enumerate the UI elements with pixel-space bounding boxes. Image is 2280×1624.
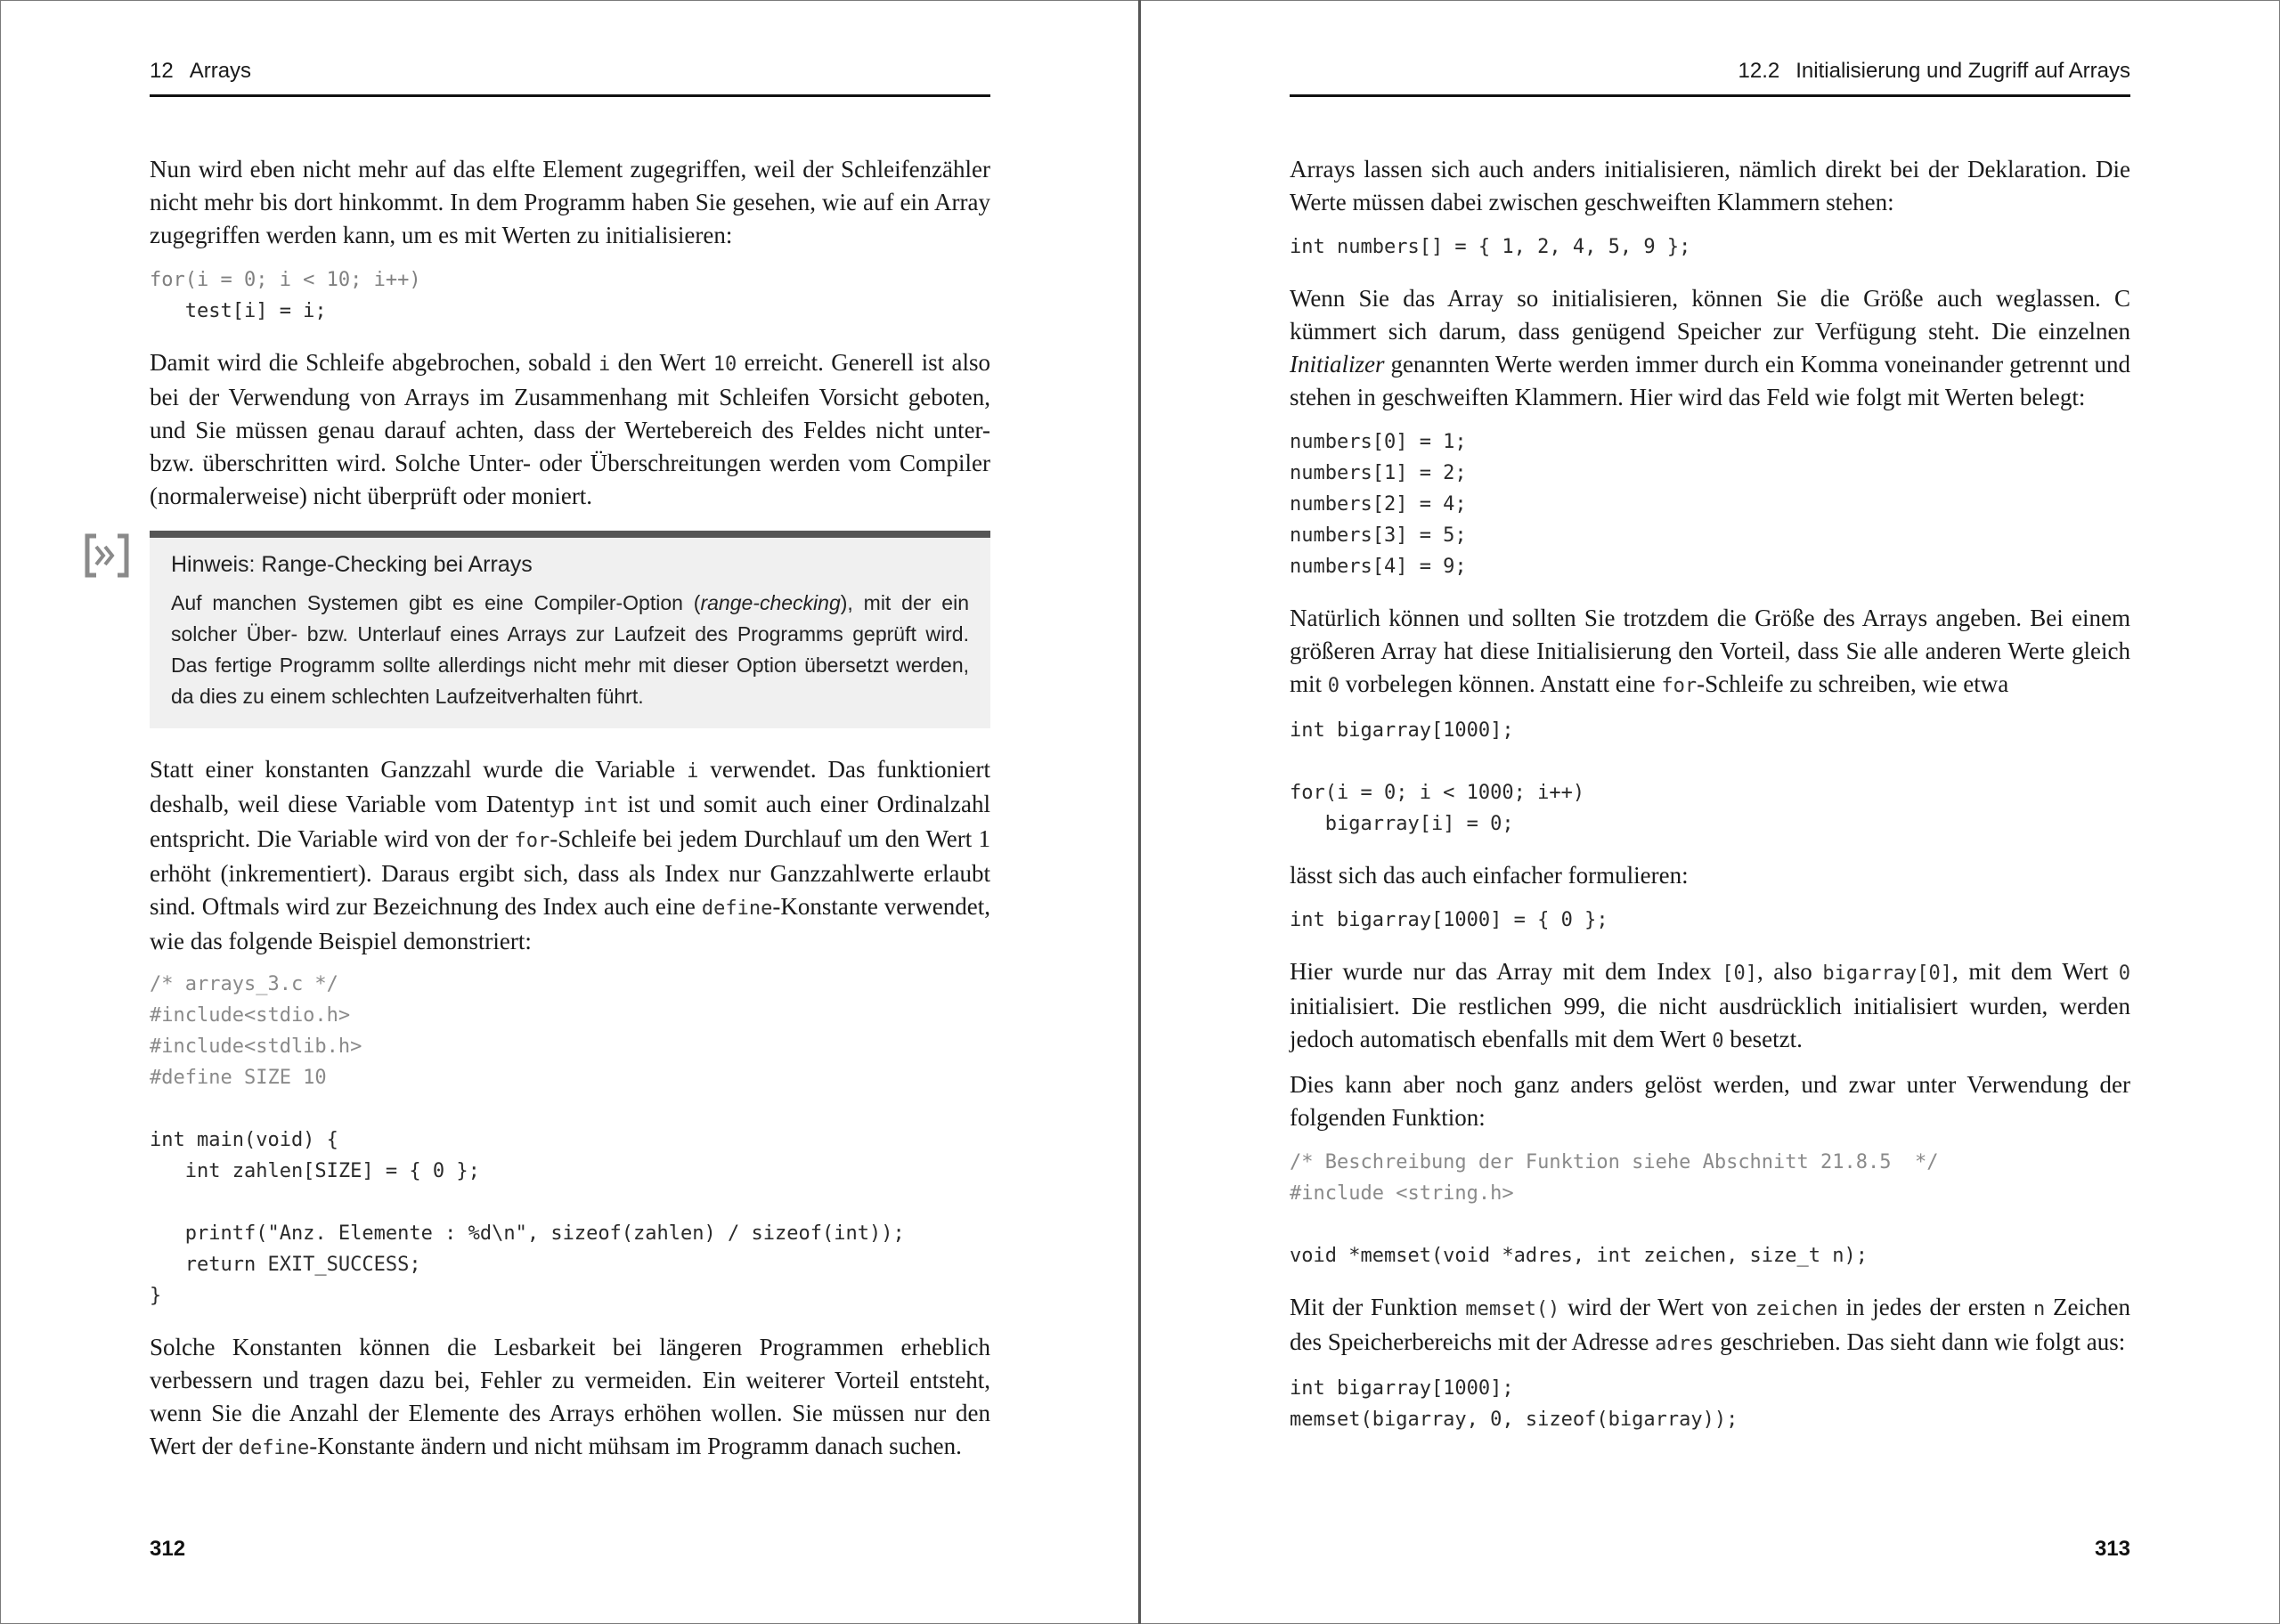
code-line: return EXIT_SUCCESS; xyxy=(150,1254,421,1276)
code-block xyxy=(1290,1373,2130,1435)
text-run: ist und somit auch einer Ordinalzahl entspricht. Die Variable wird von der xyxy=(150,791,990,852)
code-line: numbers[3] = 5; xyxy=(1290,524,1467,547)
code-line: bigarray[i] = 0; xyxy=(1290,813,1514,835)
paragraph xyxy=(150,753,990,958)
code-line: int bigarray[1000]; xyxy=(1290,1377,1514,1400)
running-header xyxy=(150,59,990,97)
text-run: , mit dem Wert xyxy=(1952,958,2119,985)
paragraph xyxy=(1290,602,2130,702)
paragraph xyxy=(1290,955,2130,1058)
page-number: 313 xyxy=(2094,1537,2130,1561)
code-line: test[i] = i; xyxy=(150,300,327,322)
paragraph: Arrays lassen sich auch anders initialisieren, nämlich direkt bei der Deklaration. Die Werte müssen dabei zwischen geschweiften Klammern stehen: xyxy=(1290,156,2130,215)
code-block xyxy=(1290,715,2130,840)
code-line: int numbers[] = { 1, 2, 4, 5, 9 }; xyxy=(1290,236,1691,258)
code-line: numbers[2] = 4; xyxy=(1290,493,1467,516)
paragraph: Nun wird eben nicht mehr auf das elfte Element zugegriffen, weil der Schleifenzähler nicht mehr bis dort hinkommt. In dem Programm haben Sie gesehen, wie auf ein Array zugegriffen werden kann, um es mit Werten zu initialisieren: xyxy=(150,156,990,248)
text-run: Wenn Sie das Array so initialisieren, können Sie die Größe auch weglassen. C kümmert sich darum, dass genügend Speicher zur Verfügung steht. Die einzelnen xyxy=(1290,285,2130,345)
code-line: #include<stdlib.h> xyxy=(150,1035,362,1058)
inline-code: 0 xyxy=(1712,1030,1724,1052)
code-line: } xyxy=(150,1285,162,1307)
paragraph xyxy=(1290,282,2130,414)
code-line: int bigarray[1000] = { 0 }; xyxy=(1290,909,1608,931)
inline-code: 10 xyxy=(712,353,737,376)
text-run: Natürlich können und sollten Sie trotzdem die Größe des Arrays angeben. Bei einem größeren Array hat diese Initialisierung den Vorteil, dass Sie alle anderen Werte gleich mit xyxy=(1290,605,2130,697)
text-run: den Wert xyxy=(610,349,713,376)
text-run: Statt einer konstanten Ganzzahl wurde die Variable xyxy=(150,756,688,783)
inline-code: 0 xyxy=(1327,675,1340,697)
code-block xyxy=(1290,426,2130,582)
text-run: Zeichen des Speicherbereichs mit der Adresse xyxy=(1290,1294,2130,1355)
code-line: numbers[4] = 9; xyxy=(1290,556,1467,578)
inline-code: for xyxy=(514,830,550,852)
paragraph: Dies kann aber noch ganz anders gelöst werden, und zwar unter Verwendung der folgenden Funktion: xyxy=(1290,1071,2130,1131)
code-line: #include <string.h> xyxy=(1290,1182,1514,1205)
code-line: #include<stdio.h> xyxy=(150,1004,351,1027)
text-run: Auf manchen Systemen gibt es eine Compiler-Option ( xyxy=(171,591,701,614)
right-page xyxy=(1140,0,2280,1624)
chapter-number: 12 xyxy=(150,59,174,83)
inline-code: define xyxy=(238,1437,310,1459)
emphasis: Initializer xyxy=(1290,351,1385,378)
text-run: Damit wird die Schleife abgebrochen, sobald xyxy=(150,349,598,376)
code-block-memset-prototype xyxy=(1290,1147,2130,1271)
text-run: -Konstante ändern und nicht mühsam im Programm danach suchen. xyxy=(309,1433,962,1459)
text-run: Hier wurde nur das Array mit dem Index xyxy=(1290,958,1722,985)
paragraph: lässt sich das auch einfacher formulieren: xyxy=(1290,862,1689,889)
inline-code: define xyxy=(701,897,773,920)
text-run: in jedes der ersten xyxy=(1837,1294,2034,1320)
inline-code: i xyxy=(687,760,699,783)
text-run: Mit der Funktion xyxy=(1290,1294,1466,1320)
inline-code: zeichen xyxy=(1755,1298,1838,1320)
text-run: Solche Konstanten können die Lesbarkeit bei längeren Programmen erheblich verbessern und tragen dazu bei, Fehler zu vermeiden. Ein weiterer Vorteil entsteht, wenn Sie die Anzahl der Elemente des Arrays erhöhen wollen. Sie müssen nur den Wert der xyxy=(150,1334,990,1459)
chapter-title: Arrays xyxy=(189,59,252,83)
code-line: numbers[0] = 1; xyxy=(1290,431,1467,453)
text-run: geschrieben. Das sieht dann wie folgt aus: xyxy=(1714,1328,2126,1355)
text-run: , also xyxy=(1756,958,1823,985)
inline-code: adres xyxy=(1655,1333,1714,1355)
code-block xyxy=(1290,905,2130,936)
section-number: 12.2 xyxy=(1738,59,1780,83)
code-line: int main(void) { xyxy=(150,1129,338,1151)
text-run: verwendet. Das funktioniert deshalb, weil diese Variable vom Datentyp xyxy=(150,756,990,817)
page-number: 312 xyxy=(150,1537,186,1561)
text-run: genannten Werte werden immer durch ein Komma voneinander getrennt und stehen in geschweiften Klammern. Hier wird das Feld wie folgt mit Werten belegt: xyxy=(1290,351,2130,410)
left-page-body xyxy=(150,153,990,1482)
text-run: wird der Wert von xyxy=(1559,1294,1755,1320)
code-block xyxy=(150,264,990,327)
text-run: vorbelegen können. Anstatt eine xyxy=(1340,670,1662,697)
code-line: void *memset(void *adres, int zeichen, size_t n); xyxy=(1290,1245,1869,1267)
text-run: initialisiert. Die restlichen 999, die nicht ausdrücklich initialisiert wurden, werden jedoch automatisch ebenfalls mit dem Wert xyxy=(1290,993,2130,1052)
paragraph xyxy=(150,1331,990,1465)
inline-code: i xyxy=(598,353,611,376)
code-line: memset(bigarray, 0, sizeof(bigarray)); xyxy=(1290,1409,1738,1431)
hint-icon xyxy=(84,532,130,579)
text-run: besetzt. xyxy=(1723,1026,1803,1052)
inline-code: [0] xyxy=(1722,962,1757,985)
running-header xyxy=(1290,59,2130,97)
text-run: erreicht. Generell ist also bei der Verwendung von Arrays im Zusammenhang mit Schleifen Vorsicht geboten, und Sie müssen genau darauf achten, dass der Wertebereich des Feldes nicht unter- bzw. überschritten wird. Solche Unter- oder Überschreitungen werden vom Compiler (normalerweise) nicht überprüft oder moniert. xyxy=(150,349,990,509)
hint-box xyxy=(150,531,990,728)
code-line: /* arrays_3.c */ xyxy=(150,973,338,995)
text-run: ), mit der ein solcher Über- bzw. Unterlauf eines Arrays zur Laufzeit des Programms geprüft wird. Das fertige Programm sollte allerdings nicht mehr mit dieser Option übersetzt werden, da dies zu einem schlechten Laufzeitverhalten führt. xyxy=(171,591,969,708)
section-title: Initialisierung und Zugriff auf Arrays xyxy=(1796,59,2130,83)
code-line: for(i = 0; i < 1000; i++) xyxy=(1290,782,1585,804)
text-run: -Schleife bei jedem Durchlauf um den Wert 1 erhöht (inkrementiert). Daraus ergibt sich, dass als Index nur Ganzzahlwerte erlaubt sind. Oftmals wird zur Bezeichnung des Index auch eine xyxy=(150,825,990,920)
text-run: -Konstante verwendet, wie das folgende Beispiel demonstriert: xyxy=(150,893,990,954)
code-line: numbers[1] = 2; xyxy=(1290,462,1467,484)
text-run: -Schleife zu schreiben, wie etwa xyxy=(1697,670,2009,697)
inline-code: 0 xyxy=(2118,962,2131,985)
paragraph xyxy=(150,346,990,513)
inline-code: n xyxy=(2033,1298,2046,1320)
paragraph xyxy=(1290,1291,2130,1360)
inline-code: int xyxy=(582,795,619,817)
hint-text xyxy=(171,588,969,712)
code-block xyxy=(1290,231,2130,263)
code-line: for(i = 0; i < 10; i++) xyxy=(150,269,421,291)
code-line: /* Beschreibung der Funktion siehe Abschnitt 21.8.5 */ xyxy=(1290,1151,1939,1173)
emphasis: range-checking xyxy=(700,591,841,614)
inline-code: for xyxy=(1661,675,1698,697)
code-line: int zahlen[SIZE] = { 0 }; xyxy=(150,1160,480,1182)
inline-code: bigarray[0] xyxy=(1822,962,1953,985)
code-line: int bigarray[1000]; xyxy=(1290,719,1514,742)
inline-code: memset() xyxy=(1465,1298,1560,1320)
code-line: printf("Anz. Elemente : %d\n", sizeof(zahlen) / sizeof(int)); xyxy=(150,1222,905,1245)
code-block-arrays3 xyxy=(150,969,990,1311)
hint-title: Hinweis: Range-Checking bei Arrays xyxy=(171,552,533,577)
right-page-body xyxy=(1290,153,2130,1455)
code-line: #define SIZE 10 xyxy=(150,1067,327,1089)
